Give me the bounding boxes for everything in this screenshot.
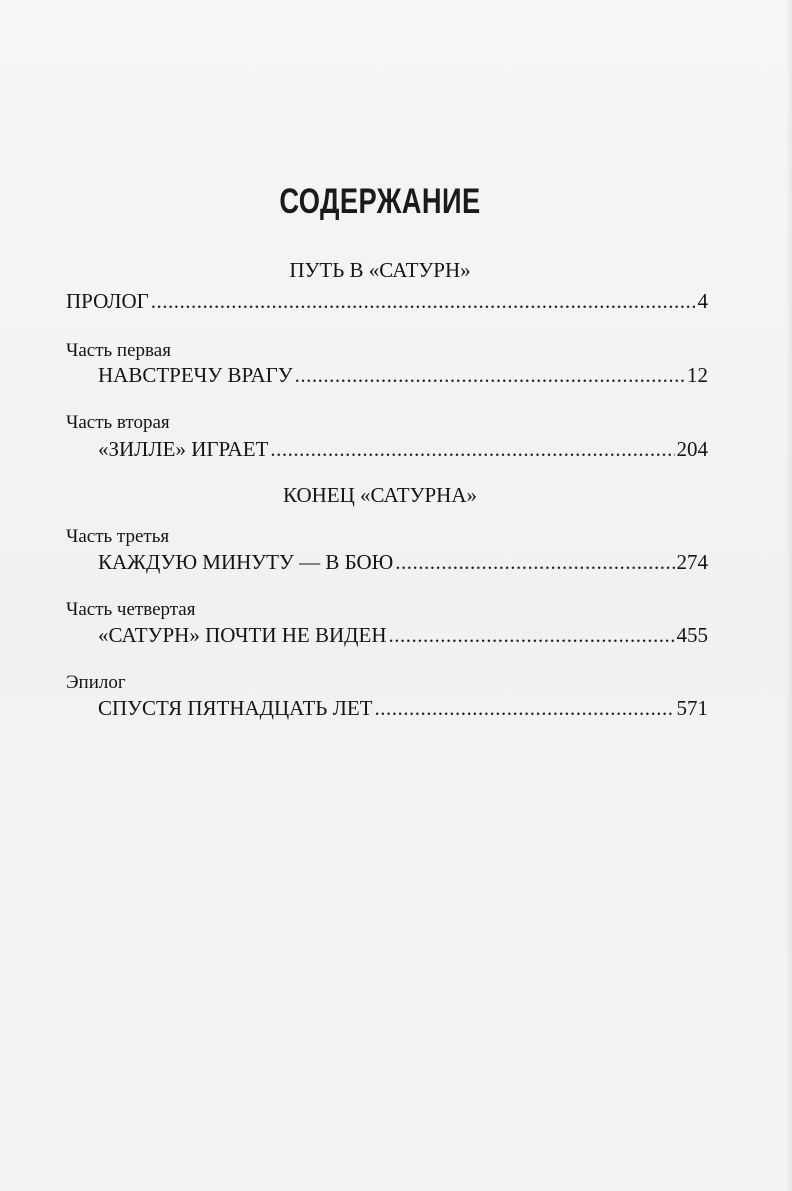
dot-leader <box>395 550 674 574</box>
toc-entry-title: КАЖДУЮ МИНУТУ — В БОЮ <box>98 550 394 574</box>
dot-leader <box>151 289 696 313</box>
toc-entry-title: СПУСТЯ ПЯТНАДЦАТЬ ЛЕТ <box>98 696 373 720</box>
section-label-part-4: Часть четвертая <box>66 599 196 620</box>
toc-page-number: 204 <box>676 437 708 461</box>
toc-page-number: 571 <box>676 696 708 720</box>
toc-entry-epilogue[interactable] <box>98 696 708 720</box>
part-heading-2: КОНЕЦ «САТУРНА» <box>282 483 478 507</box>
toc-entry-prologue[interactable] <box>66 289 708 313</box>
toc-page-number: 12 <box>687 363 708 387</box>
toc-entry-title: «ЗИЛЛЕ» ИГРАЕТ <box>98 437 269 461</box>
toc-entry-title: НАВСТРЕЧУ ВРАГУ <box>98 363 293 387</box>
dot-leader <box>295 363 685 387</box>
toc-page-number: 4 <box>697 289 708 313</box>
page-edge-shadow <box>786 0 792 1191</box>
part-heading-1: ПУТЬ В «САТУРН» <box>289 258 471 282</box>
page-title: СОДЕРЖАНИЕ <box>279 182 481 221</box>
toc-page-number: 455 <box>676 623 708 647</box>
toc-page-number: 274 <box>676 550 708 574</box>
dot-leader <box>375 696 675 720</box>
toc-entry-part-4[interactable] <box>98 623 708 647</box>
toc-entry-part-2[interactable] <box>98 437 708 461</box>
dot-leader <box>270 437 674 461</box>
toc-entry-part-1[interactable] <box>98 363 708 387</box>
toc-entry-title: ПРОЛОГ <box>66 289 149 313</box>
section-label-part-3: Часть третья <box>66 526 170 547</box>
dot-leader <box>389 623 675 647</box>
section-label-epilogue: Эпилог <box>66 672 126 693</box>
toc-entry-title: «САТУРН» ПОЧТИ НЕ ВИДЕН <box>98 623 387 647</box>
section-label-part-2: Часть вторая <box>66 412 170 433</box>
section-label-part-1: Часть первая <box>66 340 171 361</box>
toc-entry-part-3[interactable] <box>98 550 708 574</box>
